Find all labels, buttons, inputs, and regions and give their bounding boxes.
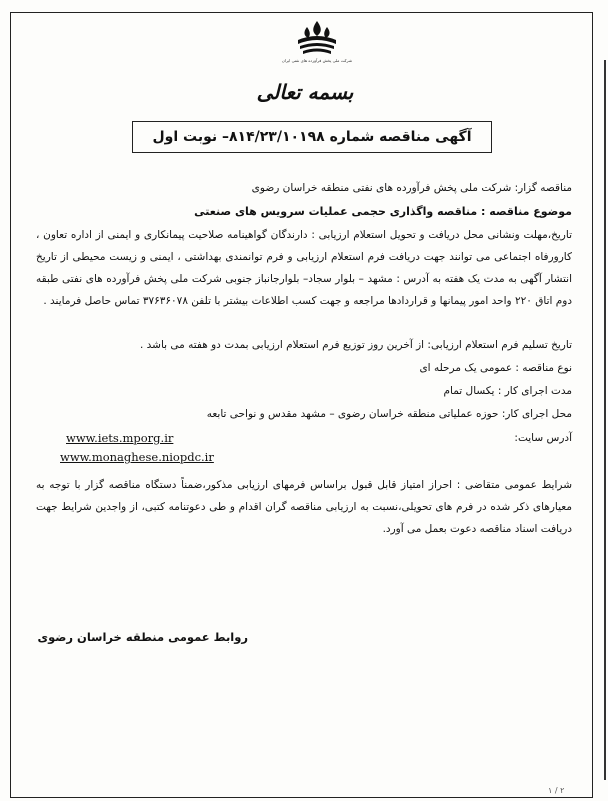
website-link-iets[interactable]: www.iets.mporg.ir [66, 431, 174, 445]
duration-line: مدت اجرای کار : یکسال تمام [443, 385, 572, 397]
website-link-monaghese[interactable]: www.monaghese.niopdc.ir [60, 450, 214, 464]
conditions-paragraph: شرایط عمومی متقاضی : احراز امتیاز قابل قبول براساس فرمهای ارزیابی مذکور،ضمناً دستگاه مناقصه گزار با توجه به معیارهای ذکر شده در فرم های تحویلی،نسبت به ارزیابی مناقصه گران اقدام و طی دعوتنامه کتبی، از واجدین شرایط جهت دریافت اسناد مناقصه دعوت بعمل می آورد. [36, 479, 572, 535]
schedule-paragraph: تاریخ،مهلت ونشانی محل دریافت و تحویل استعلام ارزیابی : دارندگان گواهینامه صلاحیت پیمانکاری و ایمنی از اداره تعاون ، کارورفاه اجتماعی می توانند جهت دریافت فرم استعلام ارزیابی و فرم توانمندی بهداشتی ، ایمنی و زیست محیطی از تاریخ انتشار آگهی به مدت یک هفته به آدرس : مشهد – بلوار سجاد– بلوارجانباز جنوبی شرکت ملی پخش فرآورده های نفتی طبقه دوم اتاق ۲۲۰ واحد امور پیمانها و قراردادها مراجعه و جهت کسب اطلاعات بیشتر با تلفن ۳۷۶۳۶۰۷۸ تماس حاصل فرمایند . [36, 229, 572, 307]
tender-type-line: نوع مناقصه : عمومی یک مرحله ای [419, 362, 572, 374]
scan-edge-mark [604, 60, 606, 780]
location-line: محل اجرای کار: حوزه عملیاتی منطقه خراسان رضوی – مشهد مقدس و نواحی تابعه [206, 408, 572, 420]
logo-caption: شرکت ملی پخش فرآورده های نفتی ایران [281, 58, 353, 63]
page-number: ۱ / ۲ [548, 786, 565, 795]
company-logo-icon [290, 18, 344, 58]
subject-line: موضوع مناقصه : مناقصه واگذاری حجمی عملیات سرویس های صنعتی [194, 205, 572, 218]
tenderer-line: مناقصه گزار: شرکت ملی پخش فرآورده های نفتی منطقه خراسان رضوی [251, 182, 572, 194]
public-relations-signature: روابط عمومی منطقه خراسان رضوی [37, 630, 248, 644]
bismillah-heading: بسمه تعالی [256, 80, 354, 104]
notice-title: آگهی مناقصه شماره ۸۱۴/۲۳/۱۰۱۹۸– نوبت اول [132, 121, 492, 153]
website-label: آدرس سایت: [514, 432, 572, 444]
delivery-date-line: تاریخ تسلیم فرم استعلام ارزیابی: از آخرین روز توزیع فرم استعلام ارزیابی بمدت دو هفته می باشد . [139, 339, 572, 351]
